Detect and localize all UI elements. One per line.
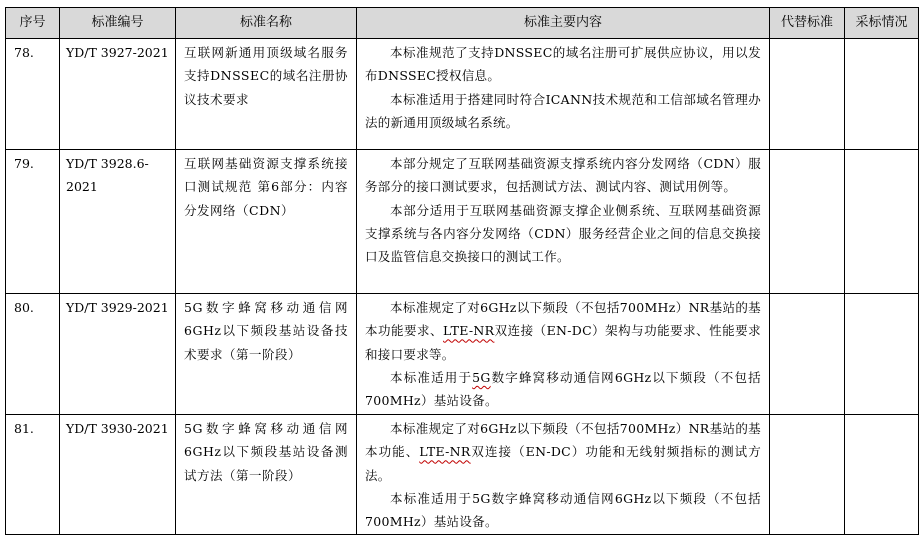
text-span: 本标准规定了对6GHz以下频段（不包括700MHz）NR基站的基本功能、 [365,421,761,460]
content-paragraph [365,366,761,413]
table-row [6,294,919,415]
content-paragraph: 本部分规定了互联网基础资源支撑系统内容分发网络（CDN）服务部分的接口测试要求，包括测试方法、测试内容、测试用例等。 [365,156,761,195]
row-no: 79. [6,150,60,294]
row-adopt [845,39,919,150]
row-name: 互联网基础资源支撑系统接口测试规范 第6部分：内容分发网络（CDN） [176,150,357,294]
standards-table [5,7,919,535]
content-paragraph [365,417,761,487]
spellcheck-mark: 5G [472,369,491,385]
row-replace [770,415,845,535]
table-row [6,415,919,535]
spellcheck-mark: LTE-NR [419,444,471,460]
header-no: 序号 [6,8,60,39]
row-adopt [845,150,919,294]
table-row [6,150,919,294]
header-replace: 代替标准 [770,8,845,39]
content-paragraph: 本标准规范了支持DNSSEC的域名注册可扩展供应协议，用以发布DNSSEC授权信息。 [365,45,761,84]
row-name: 5G数字蜂窝移动通信网6GHz以下频段基站设备技术要求（第一阶段） [176,294,357,415]
row-name: 5G数字蜂窝移动通信网6GHz以下频段基站设备测试方法（第一阶段） [176,415,357,535]
text-span: 双连接（EN-DC）架构与功能要求、性能要求和接口要求等。 [365,323,761,362]
row-replace [770,150,845,294]
row-content [357,39,770,150]
content-paragraph: 本标准适用于搭建同时符合ICANN技术规范和工信部域名管理办法的新通用顶级域名系统。 [365,91,761,130]
header-code: 标准编号 [60,8,176,39]
row-content [357,150,770,294]
row-code: YD/T 3928.6-2021 [60,150,176,294]
row-replace [770,39,845,150]
header-adopt: 采标情况 [845,8,919,39]
row-name: 互联网新通用顶级域名服务 支持DNSSEC的域名注册协议技术要求 [176,39,357,150]
table-row [6,39,919,150]
spellcheck-mark: LTE-NR [443,323,495,339]
row-code: YD/T 3930-2021 [60,415,176,535]
content-paragraph [365,296,761,366]
content-paragraph: 本部分适用于互联网基础资源支撑企业侧系统、互联网基础资源支撑系统与各内容分发网络（CDN）服务经营企业之间的信息交换接口及监管信息交换接口的测试工作。 [365,202,761,265]
row-no: 78. [6,39,60,150]
row-code: YD/T 3929-2021 [60,294,176,415]
content-paragraph: 本标准适用于5G数字蜂窝移动通信网6GHz以下频段（不包括700MHz）基站设备。 [365,490,761,530]
row-adopt [845,294,919,415]
row-no: 81. [6,415,60,535]
text-span: 本标准适用于 [390,369,473,385]
text-span: 本标准规定了对6GHz以下频段（不包括700MHz）NR基站的基本功能要求、 [365,300,761,339]
header-content: 标准主要内容 [357,8,770,39]
text-span: 数字蜂窝移动通信网6GHz以下频段（不包括700MHz）基站设备。 [365,369,761,409]
row-content [357,415,770,535]
row-code: YD/T 3927-2021 [60,39,176,150]
header-name: 标准名称 [176,8,357,39]
row-replace [770,294,845,415]
row-no: 80. [6,294,60,415]
header-row [6,8,919,39]
row-content [357,294,770,415]
text-span: 双连接（EN-DC）功能和无线射频指标的测试方法。 [365,444,761,483]
row-adopt [845,415,919,535]
